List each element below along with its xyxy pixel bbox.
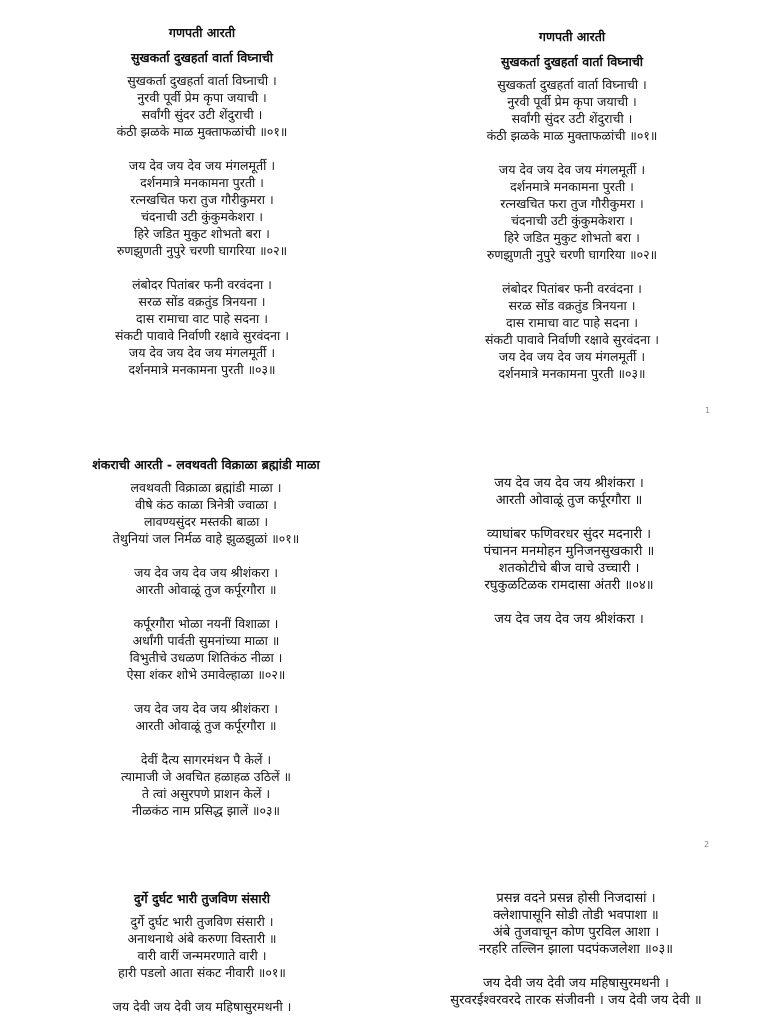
verse-line: त्यामाजी जे अवचित हळाहळ उठिलें ॥	[120, 769, 292, 784]
page1-left-verses	[10, 72, 394, 378]
verse-line: प्रसन्न वदने प्रसन्न होसी निजदासां ।	[496, 891, 656, 906]
verse-line: सुखकर्ता दुखहर्ता वार्ता विघ्नाची ।	[127, 73, 277, 88]
verse-line: सरळ सोंड वक्रतुंड त्रिनयना ।	[138, 294, 266, 309]
page1-left-subtitle: सुखकर्ता दुखहर्ता वार्ता विघ्नाची	[130, 50, 274, 65]
verse-line: सर्वांगी सुंदर उटी शेंदुराची ।	[511, 111, 633, 126]
verse-line: सर्वांगी सुंदर उटी शेंदुराची ।	[141, 107, 263, 122]
page3-left-column	[10, 890, 394, 1015]
verse-line: तेथुनियां जल निर्मळ वाहे झुळझुळां ॥०१॥	[112, 531, 300, 546]
page3-left-title: दुर्गे दुर्घट भारी तुजविण संसारी	[134, 891, 270, 906]
stanza-gap	[10, 140, 394, 157]
stanza-gap	[10, 981, 394, 998]
stanza-gap	[14, 683, 398, 700]
verse-line: रुणझुणती नुपुरे चरणी घागरिया ॥०२॥	[486, 247, 658, 262]
verse-line: जय देव जय देव जय श्रीशंकरा ।	[494, 612, 644, 627]
verse-line: लावण्यसुंदर मस्तकी बाळा ।	[143, 514, 269, 529]
page1-left-column	[10, 24, 394, 378]
verse-line: हिरे जडित मुकुट शोभतो बरा ।	[134, 226, 270, 241]
page3-left-verses	[10, 913, 394, 1015]
verse-line: अंबे तुजवाचून कोण पुरविल आशा ।	[492, 925, 660, 940]
verse-line: शतकोटीचे बीज वाचे उच्चारी ।	[498, 561, 640, 576]
stanza-gap	[14, 598, 398, 615]
verse-line: दुर्गे दुर्घट भारी तुजविण संसारी ।	[130, 914, 274, 929]
page1-left-title: गणपती आरती	[168, 25, 236, 40]
page3-right-column	[384, 890, 768, 1009]
stanza-gap	[380, 144, 764, 161]
verse-line: दास रामाचा वाट पाहे सदना ।	[136, 311, 268, 326]
verse-line: वारी वारीं जन्ममरणाते वारी ।	[137, 948, 267, 963]
verse-line: लंबोदर पितांबर फनी वरवंदना ।	[502, 281, 642, 296]
verse-line: ते त्वां असुरपणे प्राशन केलें ।	[141, 786, 271, 801]
verse-line: जय देव जय देव जय मंगलमूर्ती ।	[498, 162, 646, 177]
verse-line: दर्शनमात्रे मनकामना पुरती ।	[510, 179, 634, 194]
verse-line: दर्शनमात्रे मनकामना पुरती ॥०३॥	[498, 366, 646, 381]
page2-left-verses	[14, 479, 398, 819]
page2-right-column	[377, 475, 761, 628]
page-number-2: 2	[704, 840, 710, 849]
verse-line: नरहरि तल्लिन झाला पदपंकजलेशा ॥०३॥	[478, 942, 674, 957]
verse-line: चंदनाची उटी कुंकुमकेशरा ।	[510, 213, 634, 228]
stanza-gap	[377, 594, 761, 611]
stanza-gap	[14, 547, 398, 564]
verse-line: ऐसा शंकर शोभे उमावेल्हाळा ॥०२॥	[126, 667, 286, 682]
verse-line: आरती ओवाळूं तुज कर्पूरगौरा ॥	[135, 582, 277, 597]
verse-line: जय देव जय देव जय श्रीशंकरा ।	[494, 476, 644, 491]
page1-right-title: गणपती आरती	[538, 29, 606, 44]
verse-line: व्याघांबर फणिवरधर सुंदर मदनारी ।	[486, 527, 652, 542]
verse-line: जय देव जय देव जय श्रीशंकरा ।	[134, 565, 278, 580]
verse-line: नुरवी पूर्वी प्रेम कृपा जयाची ।	[507, 94, 637, 109]
verse-line: विभुतीचे उधळण शितिकंठ नीळा ।	[129, 650, 283, 665]
verse-line: कंठी झळके माळ मुक्ताफळांची ॥०१॥	[116, 124, 288, 139]
verse-line: वीषे कंठ काळा त्रिनेत्री ज्वाळा ।	[135, 497, 277, 512]
verse-line: कर्पूरगौरा भोळा नयनीं विशाळा ।	[133, 616, 279, 631]
stanza-gap	[14, 734, 398, 751]
verse-line: रघुकुळटिळक रामदासा अंतरी ॥०४॥	[484, 578, 654, 593]
verse-line: कंठी झळके माळ मुक्ताफळांची ॥०१॥	[486, 128, 658, 143]
verse-line: अनाथनाथे अंबे करुणा विस्तारी ॥	[127, 931, 277, 946]
verse-line: संकटी पावावे निर्वाणी रक्षावे सुरवंदना ।	[485, 332, 659, 347]
verse-line: रुणझुणती नुपुरे चरणी घागरिया ॥०२॥	[116, 243, 288, 258]
stanza-gap	[380, 263, 764, 280]
verse-line: जय देव जय देव जय श्रीशंकरा ।	[134, 701, 278, 716]
verse-line: जय देवी जय देवी जय महिषासुरमथनी ।	[483, 976, 669, 991]
page2-left-column	[14, 456, 398, 819]
verse-line: चंदनाची उटी कुंकुमकेशरा ।	[140, 209, 264, 224]
verse-line: सुरवरईश्वरवरदे तारक संजीवनी । जय देवी जय देवी ॥	[450, 993, 702, 1008]
verse-line: लंबोदर पितांबर फनी वरवंदना ।	[132, 277, 272, 292]
page2-right-verses	[377, 475, 761, 628]
page1-right-column	[380, 28, 764, 382]
verse-line: नीळकंठ नाम प्रसिद्ध झालें ॥०३॥	[131, 803, 280, 818]
verse-line: रत्नखचित फरा तुज गौरीकुमरा ।	[500, 196, 644, 211]
verse-line: देवीं दैत्य सागरमंथन पै केलें ।	[140, 752, 272, 767]
verse-line: क्लेशापासूनि सोडी तोडी भवपाशा ॥	[493, 908, 659, 923]
verse-line: सरळ सोंड वक्रतुंड त्रिनयना ।	[508, 298, 636, 313]
verse-line: जय देव जय देव जय मंगलमूर्ती ।	[128, 158, 276, 173]
page1-right-subtitle: सुखकर्ता दुखहर्ता वार्ता विघ्नाची	[500, 54, 644, 69]
verse-line: नुरवी पूर्वी प्रेम कृपा जयाची ।	[137, 90, 267, 105]
verse-line: दास रामाचा वाट पाहे सदना ।	[506, 315, 638, 330]
verse-line: अर्धांगी पार्वती सुमनांच्या माळा ॥	[132, 633, 280, 648]
verse-line: हारी पडलो आता संकट नीवारी ॥०१॥	[118, 965, 286, 980]
verse-line: रत्नखचित फरा तुज गौरीकुमरा ।	[130, 192, 274, 207]
page1-right-verses	[380, 76, 764, 382]
verse-line: आरती ओवाळूं तुज कर्पूरगौरा ॥	[495, 493, 643, 508]
verse-line: जय देव जय देव जय मंगलमूर्ती ।	[498, 349, 646, 364]
verse-line: संकटी पावावे निर्वाणी रक्षावे सुरवंदना ।	[115, 328, 289, 343]
verse-line: दर्शनमात्रे मनकामना पुरती ॥०३॥	[128, 362, 276, 377]
verse-line: लवथवती विक्राळा ब्रह्मांडी माळा ।	[130, 480, 282, 495]
verse-line: हिरे जडित मुकुट शोभतो बरा ।	[504, 230, 640, 245]
verse-line: दर्शनमात्रे मनकामना पुरती ।	[140, 175, 264, 190]
verse-line: आरती ओवाळूं तुज कर्पूरगौरा ॥	[135, 718, 277, 733]
verse-line: जय देव जय देव जय मंगलमूर्ती ।	[128, 345, 276, 360]
page3-right-verses	[384, 890, 768, 1009]
verse-line: जय देवी जय देवी जय महिषासुरमथनी ।	[112, 999, 292, 1014]
page2-left-title: शंकराची आरती - लवथवती विक्राळा ब्रह्मांडी माळा	[92, 457, 320, 472]
verse-line: पंचानन मनमोहन मुनिजनसुखकारी ॥	[483, 544, 655, 559]
stanza-gap	[377, 509, 761, 526]
page-number-1: 1	[705, 406, 711, 415]
stanza-gap	[384, 958, 768, 975]
verse-line: सुखकर्ता दुखहर्ता वार्ता विघ्नाची ।	[497, 77, 647, 92]
stanza-gap	[10, 259, 394, 276]
